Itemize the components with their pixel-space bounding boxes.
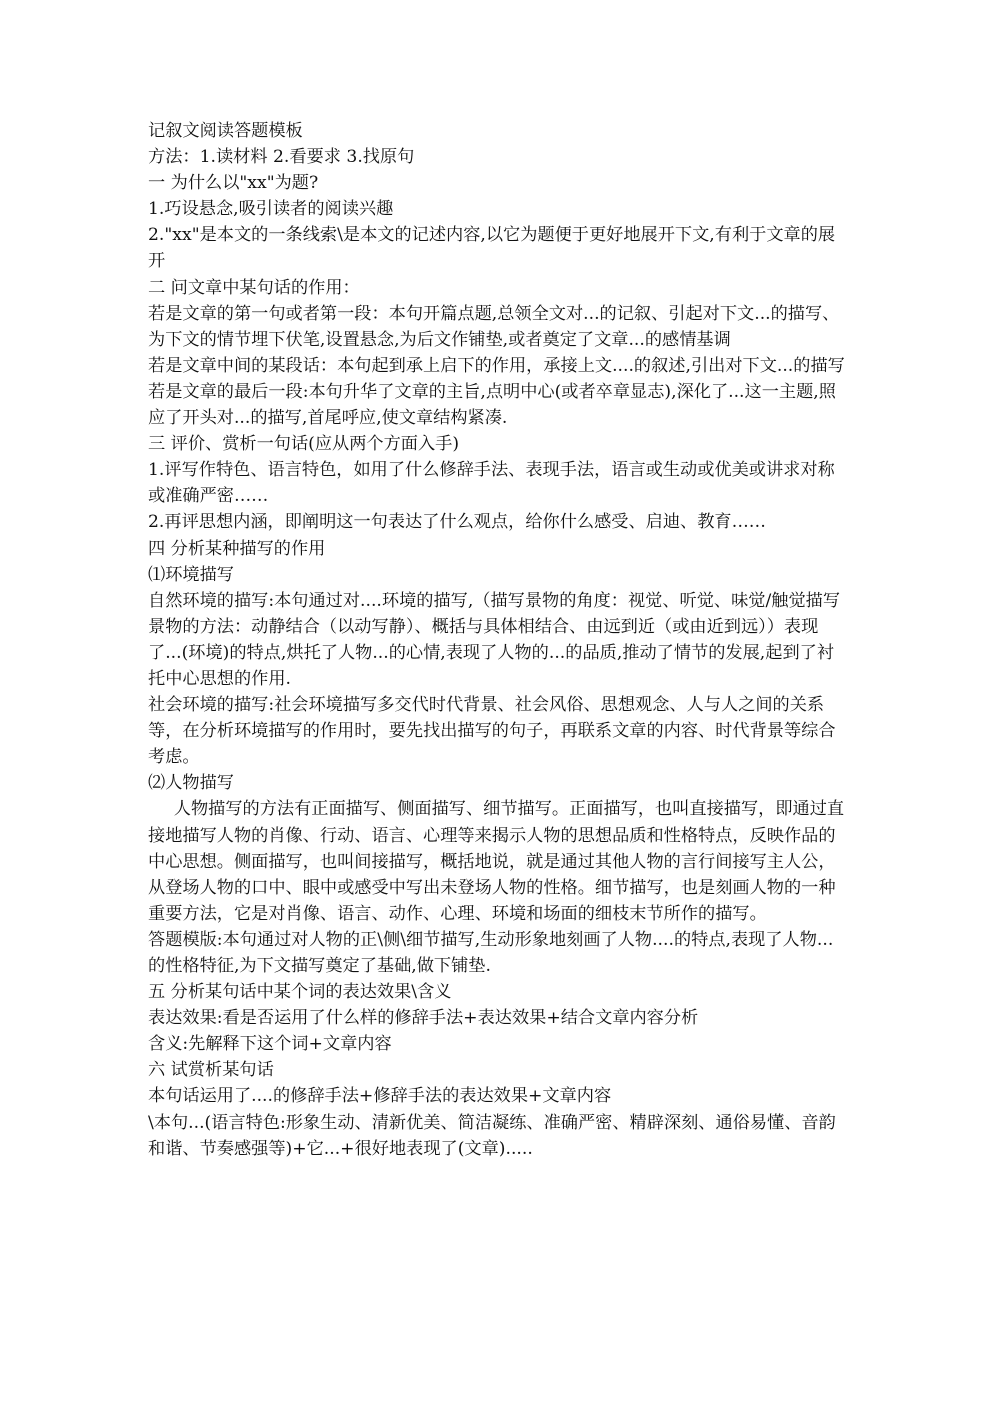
subsection-heading: ⑴环境描写	[148, 564, 234, 585]
paragraph: 本句话运用了....的修辞手法+修辞手法的表达效果+文章内容	[148, 1086, 612, 1107]
section-heading-2: 二 问文章中某句话的作用：	[148, 277, 360, 298]
subsection-heading: ⑵人物描写	[148, 773, 234, 794]
section-heading-1: 一 为什么以"xx"为题?	[148, 173, 319, 194]
paragraph: 社会环境的描写:社会环境描写多交代时代背景、社会风俗、思想观念、人与人之间的关系等，在分析环境描写的作用时，要先找出描写的句子，再联系文章的内容、时代背景等综合考虑。	[148, 695, 836, 768]
document-title: 记叙文阅读答题模板	[148, 121, 303, 141]
section-heading-5: 五 分析某句话中某个词的表达效果\含义	[148, 982, 452, 1003]
paragraph: 表达效果:看是否运用了什么样的修辞手法+表达效果+结合文章内容分析	[148, 1008, 699, 1029]
section-heading-3: 三 评价、赏析一句话(应从两个方面入手)	[148, 434, 460, 455]
paragraph: 若是文章的第一句或者第一段：本句开篇点题,总领全文对...的记叙、引起对下文...的描写、为下文的情节埋下伏笔,设置悬念,为后文作铺垫,或者奠定了文章...的感情基调	[148, 303, 840, 350]
paragraph: \本句...(语言特色:形象生动、清新优美、简洁凝练、准确严密、精辟深刻、通俗易懂、音韵和谐、节奏感强等)+它...+很好地表现了(文章).....	[148, 1112, 836, 1159]
section-heading-4: 四 分析某种描写的作用	[148, 538, 326, 559]
paragraph: 2.再评思想内涵，即阐明这一句表达了什么观点，给你什么感受、启迪、教育……	[148, 512, 766, 533]
section-heading-6: 六 试赏析某句话	[148, 1060, 274, 1081]
paragraph: 1.评写作特色、语言特色，如用了什么修辞手法、表现手法，语言或生动或优美或讲求对称或准确严密……	[148, 460, 835, 507]
method-line: 方法：1.读材料 2.看要求 3.找原句	[148, 147, 415, 168]
paragraph: 1.巧设悬念,吸引读者的阅读兴趣	[148, 199, 394, 220]
paragraph: 含义:先解释下这个词+文章内容	[148, 1034, 392, 1055]
paragraph: 人物描写的方法有正面描写、侧面描写、细节描写。正面描写，也叫直接描写，即通过直接地描写人物的肖像、行动、语言、心理等来揭示人物的思想品质和性格特点，反映作品的中心思想。侧面描写，也叫间接描写，概括地说，就是通过其他人物的言行间接写主人公，从登场人物的口中、眼中或感受中写出未登场人物的性格。细节描写，也是刻画人物的一种重要方法，它是对肖像、语言、动作、心理、环境和场面的细枝末节所作的描写。	[148, 799, 845, 924]
paragraph: 2."xx"是本文的一条线索\是本文的记述内容,以它为题便于更好地展开下文,有利于文章的展开	[148, 225, 836, 272]
document-body	[148, 118, 848, 1162]
paragraph: 自然环境的描写:本句通过对....环境的描写,（描写景物的角度：视觉、听觉、味觉/触觉描写景物的方法：动静结合（以动写静）、概括与具体相结合、由远到近（或由近到远））表现了...(环境)的特点,烘托了人物...的心情,表现了人物的...的品质,推动了情节的发展,起到了衬托中心思想的作用.	[148, 590, 841, 689]
paragraph: 若是文章的最后一段:本句升华了文章的主旨,点明中心(或者卒章显志),深化了...这一主题,照应了开头对...的描写,首尾呼应,使文章结构紧凑.	[148, 381, 836, 429]
paragraph: 若是文章中间的某段话：本句起到承上启下的作用，承接上文....的叙述,引出对下文...的描写	[148, 355, 845, 376]
paragraph: 答题模版:本句通过对人物的正\侧\细节描写,生动形象地刻画了人物....的特点,表现了人物...的性格特征,为下文描写奠定了基础,做下铺垫.	[148, 929, 834, 976]
